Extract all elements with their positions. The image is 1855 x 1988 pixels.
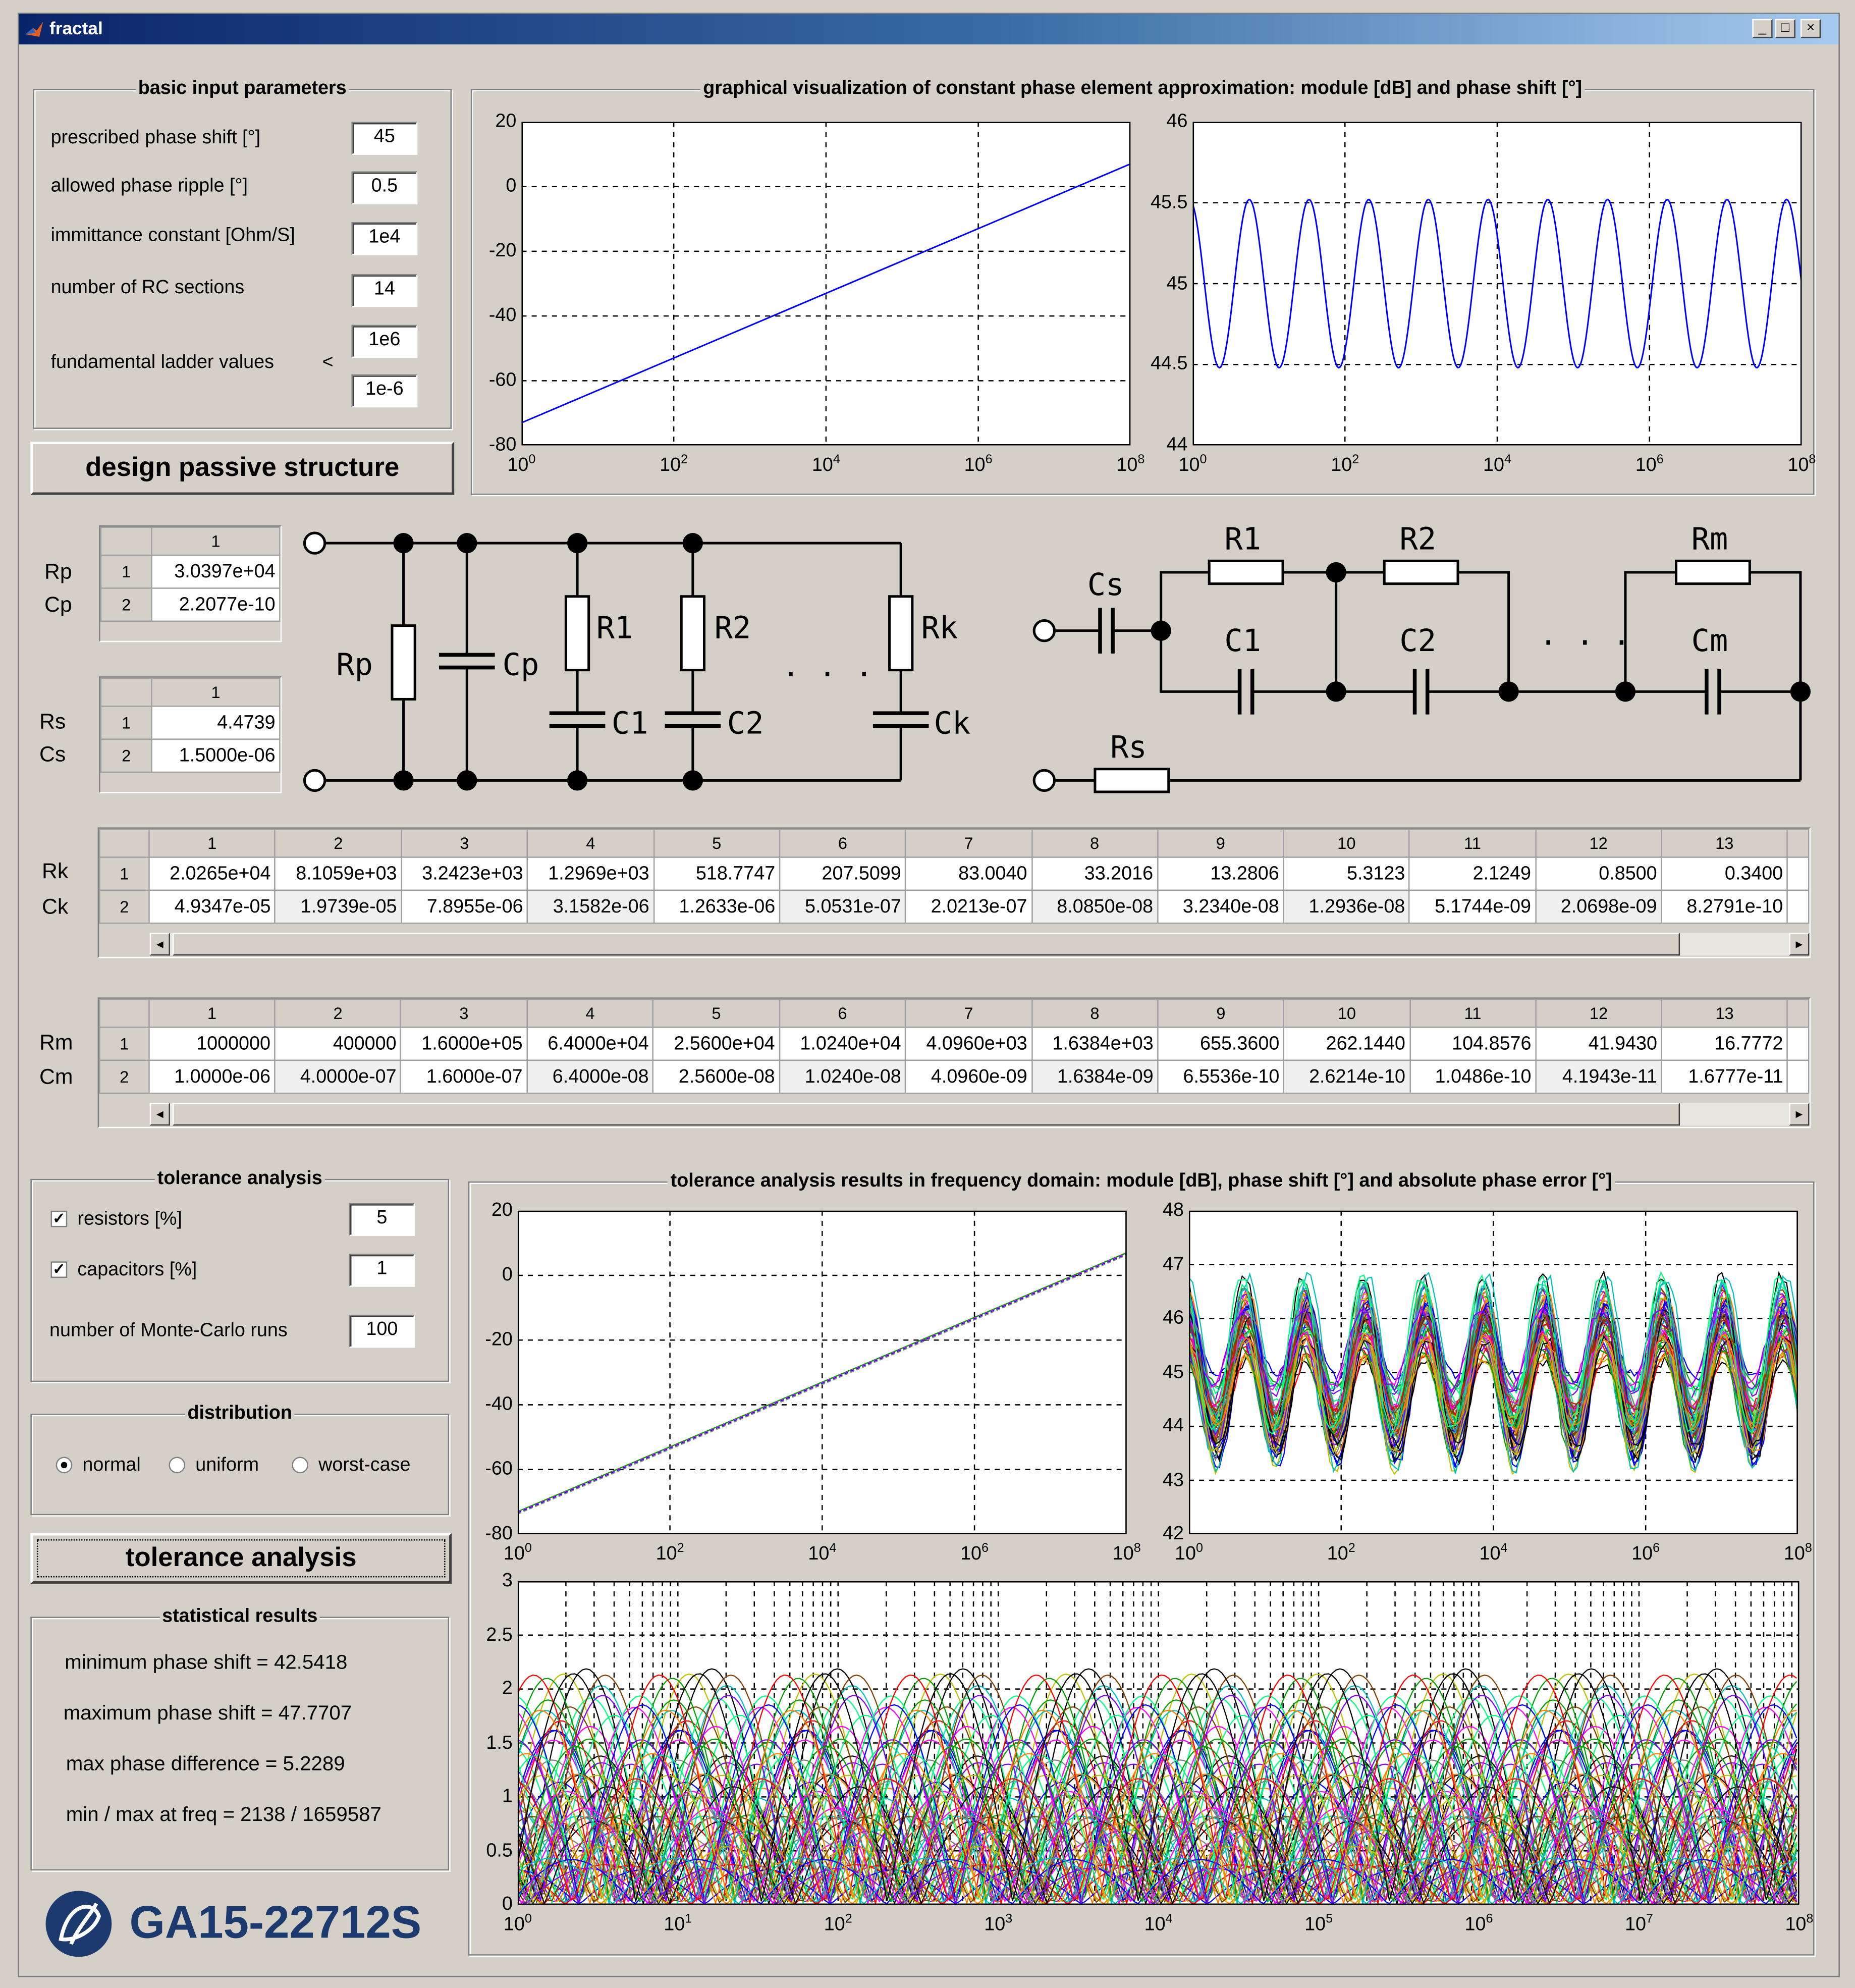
monte-carlo-input[interactable]: 100: [349, 1315, 415, 1348]
worst-case-label: worst-case: [318, 1454, 411, 1476]
y-tick-label: -60: [485, 1458, 513, 1480]
rs-value[interactable]: 4.4739: [151, 706, 280, 739]
cm-label: Cm: [39, 1064, 73, 1089]
x-tick-label: $10^4$: [811, 453, 840, 476]
rmcm-cell[interactable]: 6.4000e-08: [527, 1060, 653, 1093]
x-tick-label: $10^0$: [1178, 453, 1207, 476]
scroll-left-icon[interactable]: ◄: [150, 1103, 170, 1125]
ladder-ellipsis: . . .: [781, 649, 874, 684]
rmcm-cell[interactable]: 4.0960e+03: [905, 1027, 1031, 1060]
rkck-cell[interactable]: 5.0531e-07: [780, 890, 906, 923]
rkck-cell[interactable]: 2.0698e-09: [1536, 890, 1662, 923]
rkck-cell[interactable]: 3.1582e-06: [527, 890, 653, 923]
x-tick-label: $10^0$: [503, 1541, 532, 1565]
col-header: 1: [149, 829, 275, 857]
cs-symbol: Cs: [1087, 567, 1124, 603]
y-tick-label: 0: [502, 1264, 513, 1286]
rmcm-cell[interactable]: 1.6384e-09: [1032, 1060, 1158, 1093]
uniform-radio[interactable]: [169, 1457, 185, 1474]
series-ladder-circuit: [1021, 514, 1833, 805]
ladder-less-sign: <: [322, 351, 334, 373]
rkck-cell[interactable]: 8.0850e-08: [1031, 890, 1158, 923]
y-tick-label: 44: [1166, 434, 1188, 456]
window-title: fractal: [49, 18, 103, 38]
statistics-title: statistical results: [159, 1605, 320, 1627]
row-header: 2: [101, 739, 152, 772]
tolerance-module-plot[interactable]: [518, 1211, 1127, 1534]
x-tick-label: $10^6$: [960, 1541, 989, 1565]
cs-value[interactable]: 1.5000e-06: [151, 739, 280, 772]
x-tick-label: $10^6$: [1631, 1541, 1660, 1565]
cp-label: Cp: [44, 593, 72, 617]
r1-symbol: R1: [596, 610, 633, 646]
y-tick-label: -40: [488, 304, 517, 327]
phase-error-plot[interactable]: [518, 1581, 1799, 1905]
row-header: 2: [101, 588, 152, 621]
monte-carlo-label: number of Monte-Carlo runs: [49, 1319, 288, 1341]
col-header: 7: [906, 829, 1032, 857]
y-tick-label: 20: [491, 1199, 513, 1221]
x-tick-label: $10^0$: [507, 453, 536, 476]
col-header: 3: [401, 999, 527, 1027]
col-header: 12: [1536, 829, 1662, 857]
resistors-label: resistors [%]: [77, 1208, 182, 1230]
col-header: 4: [527, 829, 653, 857]
y-tick-label: 0: [502, 1893, 513, 1915]
x-tick-label: $10^4$: [808, 1541, 837, 1565]
rkck-cell[interactable]: 0.8500: [1536, 857, 1662, 890]
scroll-right-icon[interactable]: ►: [1789, 933, 1809, 955]
col-header: 12: [1536, 999, 1661, 1027]
ladder-values-label: fundamental ladder values: [50, 351, 274, 373]
normal-label: normal: [82, 1454, 141, 1476]
col-header: 11: [1409, 829, 1536, 857]
x-tick-label: $10^8$: [1783, 1541, 1812, 1565]
normal-radio[interactable]: [56, 1457, 73, 1474]
rkck-cell[interactable]: 1.2936e-08: [1284, 890, 1410, 923]
rmcm-cell[interactable]: 2.6214e-10: [1284, 1060, 1410, 1093]
rkck-cell[interactable]: 1.9739e-05: [275, 890, 401, 923]
rs-symbol: Rs: [1110, 730, 1147, 766]
c2-symbol-2: C2: [1399, 623, 1437, 659]
col-header: 1: [151, 678, 280, 706]
distribution-title: distribution: [185, 1402, 294, 1424]
parallel-ladder-circuit: [292, 514, 1002, 805]
y-tick-label: 48: [1162, 1199, 1184, 1221]
y-tick-label: -20: [485, 1328, 513, 1351]
cs-label: Cs: [39, 742, 66, 767]
ck-symbol: Ck: [934, 706, 971, 741]
rmcm-cell[interactable]: 655.3600: [1158, 1027, 1284, 1060]
rkck-cell[interactable]: 13.2806: [1158, 857, 1284, 890]
x-tick-label: $10^3$: [984, 1912, 1013, 1936]
x-tick-label: $10^8$: [1112, 1541, 1141, 1565]
col-header: 13: [1661, 829, 1787, 857]
scroll-thumb[interactable]: [173, 933, 1680, 955]
rk-symbol: Rk: [921, 610, 958, 646]
row-header: 1: [99, 1027, 149, 1060]
x-tick-label: $10^0$: [1175, 1541, 1203, 1565]
col-header: 6: [779, 999, 905, 1027]
y-tick-label: 44.5: [1151, 353, 1188, 375]
freq-text: min / max at freq = 2138 / 1659587: [66, 1804, 381, 1826]
y-tick-label: 0.5: [486, 1839, 513, 1861]
cp-symbol: Cp: [502, 647, 539, 683]
tolerance-phase-plot[interactable]: [1189, 1211, 1798, 1534]
worst-case-radio[interactable]: [292, 1457, 308, 1474]
ladder-max-input[interactable]: 1e6: [351, 325, 417, 358]
rkck-cell[interactable]: 1.2633e-06: [653, 890, 780, 923]
rkck-cell[interactable]: 2.0213e-07: [906, 890, 1032, 923]
row-header: 1: [101, 706, 152, 739]
horizontal-scrollbar[interactable]: [150, 933, 1810, 955]
rmcm-cell[interactable]: 6.4000e+04: [527, 1027, 653, 1060]
y-tick-label: 47: [1162, 1253, 1184, 1275]
col-header: 3: [401, 829, 527, 857]
x-tick-label: $10^5$: [1304, 1912, 1333, 1936]
maximize-button[interactable]: □: [1775, 19, 1795, 38]
y-tick-label: 42: [1162, 1523, 1184, 1545]
y-tick-label: 46: [1166, 110, 1188, 132]
y-tick-label: 44: [1162, 1415, 1184, 1437]
r1-symbol-2: R1: [1224, 521, 1262, 557]
y-tick-label: 20: [495, 110, 517, 132]
x-tick-label: $10^4$: [1479, 1541, 1508, 1565]
close-button[interactable]: ×: [1801, 19, 1821, 38]
y-tick-label: 2: [502, 1678, 513, 1699]
col-header: 5: [653, 829, 780, 857]
rc-sections-label: number of RC sections: [50, 277, 245, 298]
design-passive-structure-button[interactable]: design passive structure: [30, 442, 454, 495]
rp-symbol: Rp: [336, 647, 373, 683]
rmcm-cell[interactable]: 1.6000e-07: [401, 1060, 527, 1093]
uniform-label: uniform: [195, 1454, 259, 1476]
resistors-checkbox[interactable]: ✓: [51, 1211, 68, 1227]
row-header: 1: [101, 555, 152, 588]
y-tick-label: 46: [1162, 1307, 1184, 1329]
rkck-cell[interactable]: 1.2969e+03: [527, 857, 653, 890]
phase-ripple-label: allowed phase ripple [°]: [50, 175, 248, 197]
x-tick-label: $10^7$: [1625, 1912, 1653, 1936]
col-header: 10: [1284, 999, 1410, 1027]
x-tick-label: $10^2$: [656, 1541, 684, 1565]
y-tick-label: 45.5: [1151, 191, 1188, 213]
rs-cs-table[interactable]: [99, 676, 282, 793]
rkck-cell[interactable]: 7.8955e-06: [401, 890, 527, 923]
y-tick-label: 1: [502, 1785, 513, 1807]
scroll-left-icon[interactable]: ◄: [150, 933, 170, 955]
rmcm-cell[interactable]: 1.6384e+03: [1032, 1027, 1158, 1060]
phase-shift-label: prescribed phase shift [°]: [50, 127, 261, 149]
ladder-min-input[interactable]: 1e-6: [351, 374, 417, 407]
r2-symbol: R2: [714, 610, 751, 646]
x-tick-label: $10^2$: [824, 1912, 852, 1936]
x-tick-label: $10^2$: [660, 453, 688, 476]
col-header: 1: [149, 999, 275, 1027]
rc-sections-input[interactable]: 14: [351, 274, 417, 307]
tolerance-analysis-button[interactable]: tolerance analysis: [30, 1533, 452, 1584]
col-header: 6: [780, 829, 906, 857]
cp-value[interactable]: 2.2077e-10: [151, 588, 280, 621]
row-header: 2: [99, 1060, 149, 1093]
rmcm-cell[interactable]: 2.5600e-08: [653, 1060, 779, 1093]
rmcm-cell[interactable]: 104.8576: [1410, 1027, 1536, 1060]
rk-ck-table[interactable]: [98, 827, 1811, 958]
rk-label: Rk: [41, 859, 69, 884]
col-header: 5: [653, 999, 779, 1027]
rkck-cell[interactable]: 518.7747: [653, 857, 780, 890]
rmcm-cell[interactable]: 262.1440: [1284, 1027, 1410, 1060]
rp-cp-table[interactable]: [99, 525, 282, 642]
row-header: 1: [99, 857, 149, 890]
rmcm-cell[interactable]: 4.1943e-11: [1536, 1060, 1661, 1093]
capacitors-tolerance-input[interactable]: 1: [349, 1254, 415, 1286]
cm-symbol: Cm: [1691, 623, 1728, 659]
rs-label: Rs: [39, 709, 66, 734]
phase-diff-text: max phase difference = 5.2289: [66, 1753, 345, 1776]
x-tick-label: $10^6$: [1464, 1912, 1493, 1936]
y-tick-label: -20: [488, 240, 517, 261]
y-tick-label: 0: [506, 175, 517, 197]
tolerance-title: tolerance analysis: [155, 1167, 325, 1189]
x-tick-label: $10^6$: [1635, 453, 1664, 476]
c1-symbol: C1: [611, 706, 648, 741]
y-tick-label: 43: [1162, 1469, 1184, 1491]
rmcm-cell[interactable]: 1.0240e-08: [779, 1060, 905, 1093]
rkck-cell[interactable]: 4.9347e-05: [149, 890, 275, 923]
tolerance-results-title: tolerance analysis results in frequency domain: module [dB], phase shift [°] and absolute phase error [°]: [668, 1170, 1615, 1192]
visualization-title: graphical visualization of constant phase element approximation: module [dB] and phase shift [°]: [700, 77, 1585, 99]
col-header: 13: [1662, 999, 1787, 1027]
c1-symbol-2: C1: [1224, 623, 1262, 659]
rm-cm-table[interactable]: [98, 997, 1811, 1128]
capacitors-checkbox[interactable]: ✓: [51, 1261, 68, 1278]
rmcm-cell[interactable]: 16.7772: [1662, 1027, 1787, 1060]
rkck-cell[interactable]: 5.3123: [1284, 857, 1410, 890]
rmcm-cell[interactable]: 1.6000e+05: [401, 1027, 527, 1060]
y-tick-label: -80: [485, 1523, 513, 1545]
immittance-label: immittance constant [Ohm/S]: [50, 225, 295, 246]
min-phase-text: minimum phase shift = 42.5418: [65, 1652, 348, 1674]
x-tick-label: $10^8$: [1787, 453, 1816, 476]
rmcm-cell[interactable]: 2.5600e+04: [653, 1027, 779, 1060]
resistors-tolerance-input[interactable]: 5: [349, 1203, 415, 1236]
y-tick-label: -60: [488, 369, 517, 391]
rkck-cell[interactable]: 8.2791e-10: [1661, 890, 1787, 923]
x-tick-label: $10^8$: [1116, 453, 1145, 476]
rmcm-cell[interactable]: 1.0486e-10: [1410, 1060, 1536, 1093]
x-tick-label: $10^4$: [1483, 453, 1511, 476]
x-tick-label: $10^2$: [1327, 1541, 1355, 1565]
rkck-cell[interactable]: 5.1744e-09: [1409, 890, 1536, 923]
rmcm-cell[interactable]: 6.5536e-10: [1158, 1060, 1284, 1093]
grant-logo-text: GA15-22712S: [129, 1896, 422, 1948]
col-header: 11: [1410, 999, 1536, 1027]
rkck-cell[interactable]: 2.1249: [1409, 857, 1536, 890]
col-header: 9: [1158, 829, 1284, 857]
rp-label: Rp: [44, 559, 72, 584]
rkck-cell[interactable]: 0.3400: [1661, 857, 1787, 890]
col-header: 1: [151, 527, 280, 555]
y-tick-label: 45: [1166, 272, 1188, 294]
ladder-ellipsis-2: . . .: [1539, 617, 1631, 653]
rm-label: Rm: [39, 1030, 73, 1055]
y-tick-label: 1.5: [486, 1731, 513, 1753]
x-tick-label: $10^1$: [664, 1912, 692, 1936]
col-header: 2: [275, 829, 401, 857]
immittance-input[interactable]: 1e4: [351, 222, 417, 255]
y-tick-label: 45: [1162, 1361, 1184, 1383]
grant-logo-icon: [43, 1888, 114, 1959]
row-header: 2: [99, 890, 149, 923]
rm-symbol: Rm: [1691, 521, 1728, 557]
rmcm-cell[interactable]: 1.0000e-06: [149, 1060, 275, 1093]
x-tick-label: $10^0$: [503, 1912, 532, 1936]
rmcm-cell[interactable]: 1.0240e+04: [779, 1027, 905, 1060]
phase-ripple-input[interactable]: 0.5: [351, 171, 417, 204]
col-header: 8: [1031, 829, 1158, 857]
col-header: 9: [1158, 999, 1284, 1027]
x-tick-label: $10^6$: [964, 453, 993, 476]
rkck-cell[interactable]: 3.2423e+03: [401, 857, 527, 890]
rmcm-cell[interactable]: 1.6777e-11: [1662, 1060, 1787, 1093]
col-header: 4: [527, 999, 653, 1027]
capacitors-label: capacitors [%]: [77, 1259, 197, 1281]
rmcm-cell[interactable]: 4.0000e-07: [275, 1060, 401, 1093]
col-header: 7: [905, 999, 1031, 1027]
horizontal-scrollbar[interactable]: [150, 1103, 1810, 1125]
rkck-cell[interactable]: 207.5099: [780, 857, 906, 890]
rkck-cell[interactable]: 8.1059e+03: [275, 857, 401, 890]
x-tick-label: $10^8$: [1785, 1912, 1814, 1936]
r2-symbol-2: R2: [1399, 521, 1437, 557]
title-bar[interactable]: [19, 14, 1839, 44]
minimize-button[interactable]: _: [1752, 19, 1772, 38]
rkck-cell[interactable]: 33.2016: [1031, 857, 1158, 890]
ck-label: Ck: [41, 894, 69, 919]
col-header: 2: [275, 999, 401, 1027]
y-tick-label: 2.5: [486, 1624, 513, 1645]
scroll-right-icon[interactable]: ►: [1789, 1103, 1809, 1125]
max-phase-text: maximum phase shift = 47.7707: [63, 1703, 352, 1725]
y-tick-label: 3: [502, 1570, 513, 1592]
y-tick-label: -40: [485, 1393, 513, 1415]
x-tick-label: $10^4$: [1144, 1912, 1173, 1936]
rp-value[interactable]: 3.0397e+04: [151, 555, 280, 588]
rkck-cell[interactable]: 2.0265e+04: [149, 857, 275, 890]
phase-shift-input[interactable]: 45: [351, 122, 417, 154]
basic-params-title: basic input parameters: [136, 77, 349, 99]
rkck-cell[interactable]: 3.2340e-08: [1158, 890, 1284, 923]
rmcm-cell[interactable]: 1000000: [149, 1027, 275, 1060]
x-tick-label: $10^2$: [1331, 453, 1359, 476]
rmcm-cell[interactable]: 4.0960e-09: [905, 1060, 1031, 1093]
phase-plot[interactable]: [1193, 122, 1802, 445]
scroll-thumb[interactable]: [173, 1103, 1680, 1125]
y-tick-label: -80: [488, 434, 517, 456]
c2-symbol: C2: [727, 706, 764, 741]
matlab-icon: [24, 19, 44, 39]
module-plot[interactable]: [521, 122, 1130, 445]
rmcm-cell[interactable]: 400000: [275, 1027, 401, 1060]
col-header: 10: [1284, 829, 1410, 857]
rkck-cell[interactable]: 83.0040: [906, 857, 1032, 890]
rmcm-cell[interactable]: 41.9430: [1536, 1027, 1661, 1060]
col-header: 8: [1032, 999, 1158, 1027]
